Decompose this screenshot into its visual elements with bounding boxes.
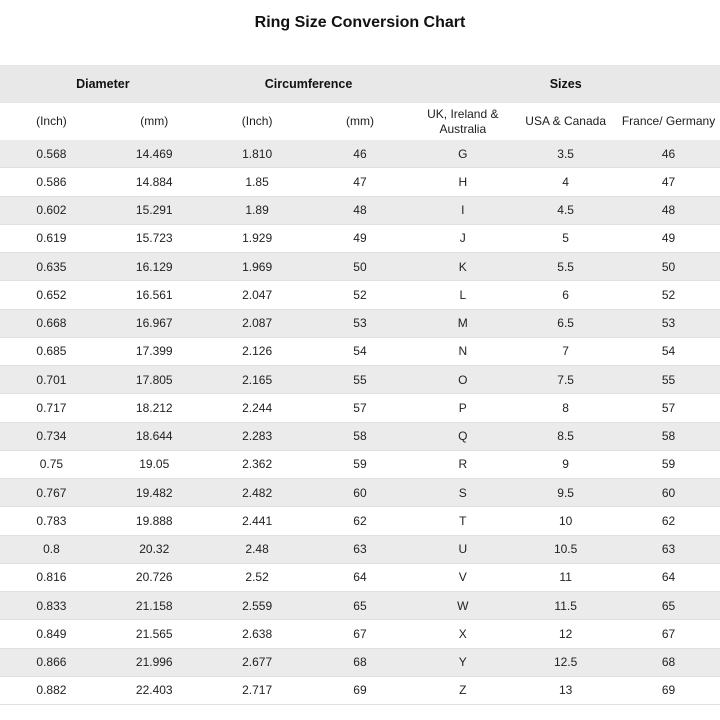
cell-size-france-germany: 55 — [617, 366, 720, 394]
cell-size-usa-canada: 9 — [514, 450, 617, 478]
table-row — [0, 196, 720, 224]
cell-size-usa-canada: 12.5 — [514, 648, 617, 676]
cell-size-usa-canada: 7 — [514, 337, 617, 365]
cell-circumference-inch: 2.283 — [206, 422, 309, 450]
cell-size-france-germany: 53 — [617, 309, 720, 337]
cell-circumference-mm: 62 — [309, 507, 412, 535]
cell-circumference-mm: 55 — [309, 366, 412, 394]
cell-size-france-germany: 47 — [617, 168, 720, 196]
cell-circumference-inch: 1.929 — [206, 224, 309, 252]
cell-circumference-mm: 52 — [309, 281, 412, 309]
cell-size-uk-ireland-australia: V — [411, 563, 514, 591]
cell-diameter-mm: 18.644 — [103, 422, 206, 450]
cell-size-usa-canada: 10 — [514, 507, 617, 535]
cell-diameter-mm: 19.05 — [103, 450, 206, 478]
cell-circumference-inch: 2.126 — [206, 337, 309, 365]
cell-size-france-germany: 57 — [617, 394, 720, 422]
cell-diameter-inch: 0.652 — [0, 281, 103, 309]
cell-size-uk-ireland-australia: N — [411, 337, 514, 365]
cell-size-france-germany: 46 — [617, 140, 720, 168]
cell-diameter-mm: 16.129 — [103, 253, 206, 281]
cell-size-usa-canada: 6.5 — [514, 309, 617, 337]
table-header — [0, 65, 720, 140]
cell-diameter-inch: 0.833 — [0, 592, 103, 620]
cell-size-france-germany: 54 — [617, 337, 720, 365]
cell-diameter-inch: 0.701 — [0, 366, 103, 394]
table-row — [0, 309, 720, 337]
cell-size-uk-ireland-australia: Q — [411, 422, 514, 450]
cell-circumference-mm: 65 — [309, 592, 412, 620]
cell-diameter-inch: 0.8 — [0, 535, 103, 563]
cell-diameter-inch: 0.586 — [0, 168, 103, 196]
cell-circumference-mm: 57 — [309, 394, 412, 422]
cell-circumference-mm: 53 — [309, 309, 412, 337]
cell-diameter-mm: 22.403 — [103, 676, 206, 704]
cell-size-usa-canada: 5 — [514, 224, 617, 252]
cell-diameter-inch: 0.619 — [0, 224, 103, 252]
table-row — [0, 168, 720, 196]
cell-circumference-inch: 2.559 — [206, 592, 309, 620]
table-row — [0, 224, 720, 252]
cell-circumference-inch: 2.48 — [206, 535, 309, 563]
cell-diameter-mm: 21.996 — [103, 648, 206, 676]
cell-circumference-inch: 2.482 — [206, 479, 309, 507]
cell-size-france-germany: 49 — [617, 224, 720, 252]
cell-diameter-inch: 0.783 — [0, 507, 103, 535]
column-group-diameter: Diameter — [0, 65, 206, 103]
cell-size-france-germany: 68 — [617, 648, 720, 676]
cell-size-usa-canada: 10.5 — [514, 535, 617, 563]
cell-size-france-germany: 64 — [617, 563, 720, 591]
cell-circumference-mm: 59 — [309, 450, 412, 478]
cell-size-usa-canada: 6 — [514, 281, 617, 309]
table-row — [0, 253, 720, 281]
cell-size-uk-ireland-australia: Z — [411, 676, 514, 704]
column-group-sizes: Sizes — [411, 65, 720, 103]
cell-size-uk-ireland-australia: U — [411, 535, 514, 563]
column-header-row — [0, 103, 720, 140]
table-row — [0, 535, 720, 563]
cell-size-france-germany: 60 — [617, 479, 720, 507]
cell-circumference-inch: 2.087 — [206, 309, 309, 337]
cell-circumference-inch: 1.89 — [206, 196, 309, 224]
table-row — [0, 366, 720, 394]
ring-size-conversion-table — [0, 65, 720, 705]
cell-diameter-mm: 15.291 — [103, 196, 206, 224]
cell-diameter-mm: 21.158 — [103, 592, 206, 620]
cell-size-france-germany: 50 — [617, 253, 720, 281]
cell-diameter-inch: 0.767 — [0, 479, 103, 507]
column-header-france-germany: France/ Germany — [617, 103, 720, 140]
cell-size-usa-canada: 9.5 — [514, 479, 617, 507]
cell-diameter-mm: 15.723 — [103, 224, 206, 252]
cell-size-uk-ireland-australia: G — [411, 140, 514, 168]
table-row — [0, 592, 720, 620]
cell-size-usa-canada: 4.5 — [514, 196, 617, 224]
cell-circumference-inch: 2.441 — [206, 507, 309, 535]
cell-size-france-germany: 58 — [617, 422, 720, 450]
cell-diameter-inch: 0.75 — [0, 450, 103, 478]
cell-diameter-mm: 20.726 — [103, 563, 206, 591]
cell-circumference-mm: 60 — [309, 479, 412, 507]
cell-size-uk-ireland-australia: Y — [411, 648, 514, 676]
cell-circumference-mm: 48 — [309, 196, 412, 224]
cell-size-france-germany: 69 — [617, 676, 720, 704]
cell-circumference-mm: 46 — [309, 140, 412, 168]
cell-circumference-inch: 2.244 — [206, 394, 309, 422]
table-row — [0, 422, 720, 450]
table-row — [0, 140, 720, 168]
table-row — [0, 450, 720, 478]
cell-diameter-mm: 21.565 — [103, 620, 206, 648]
cell-size-usa-canada: 8.5 — [514, 422, 617, 450]
cell-circumference-mm: 47 — [309, 168, 412, 196]
cell-circumference-inch: 1.85 — [206, 168, 309, 196]
cell-size-france-germany: 59 — [617, 450, 720, 478]
column-header-diameter-mm: (mm) — [103, 103, 206, 140]
column-group-circumference: Circumference — [206, 65, 412, 103]
cell-diameter-inch: 0.717 — [0, 394, 103, 422]
cell-diameter-mm: 17.399 — [103, 337, 206, 365]
cell-size-uk-ireland-australia: P — [411, 394, 514, 422]
cell-size-uk-ireland-australia: R — [411, 450, 514, 478]
cell-diameter-mm: 18.212 — [103, 394, 206, 422]
cell-diameter-inch: 0.816 — [0, 563, 103, 591]
cell-circumference-inch: 2.52 — [206, 563, 309, 591]
cell-circumference-inch: 1.810 — [206, 140, 309, 168]
cell-size-usa-canada: 7.5 — [514, 366, 617, 394]
cell-diameter-inch: 0.882 — [0, 676, 103, 704]
cell-diameter-mm: 19.888 — [103, 507, 206, 535]
table-row — [0, 507, 720, 535]
cell-size-usa-canada: 8 — [514, 394, 617, 422]
cell-circumference-mm: 68 — [309, 648, 412, 676]
cell-circumference-inch: 2.677 — [206, 648, 309, 676]
cell-circumference-mm: 54 — [309, 337, 412, 365]
column-header-circumference-inch: (Inch) — [206, 103, 309, 140]
cell-diameter-mm: 16.561 — [103, 281, 206, 309]
cell-size-france-germany: 52 — [617, 281, 720, 309]
cell-circumference-mm: 63 — [309, 535, 412, 563]
cell-circumference-inch: 2.362 — [206, 450, 309, 478]
cell-size-uk-ireland-australia: L — [411, 281, 514, 309]
cell-size-uk-ireland-australia: K — [411, 253, 514, 281]
page-title: Ring Size Conversion Chart — [254, 14, 466, 31]
cell-diameter-inch: 0.734 — [0, 422, 103, 450]
cell-size-france-germany: 62 — [617, 507, 720, 535]
cell-size-usa-canada: 11 — [514, 563, 617, 591]
column-header-usa-canada: USA & Canada — [514, 103, 617, 140]
table-body — [0, 140, 720, 705]
table-row — [0, 620, 720, 648]
cell-size-usa-canada: 3.5 — [514, 140, 617, 168]
cell-diameter-mm: 14.884 — [103, 168, 206, 196]
cell-circumference-mm: 58 — [309, 422, 412, 450]
cell-diameter-mm: 20.32 — [103, 535, 206, 563]
cell-size-uk-ireland-australia: S — [411, 479, 514, 507]
cell-circumference-inch: 2.047 — [206, 281, 309, 309]
cell-size-france-germany: 67 — [617, 620, 720, 648]
cell-diameter-mm: 17.805 — [103, 366, 206, 394]
cell-size-uk-ireland-australia: M — [411, 309, 514, 337]
cell-size-usa-canada: 12 — [514, 620, 617, 648]
column-header-circumference-mm: (mm) — [309, 103, 412, 140]
table-row — [0, 281, 720, 309]
table-row — [0, 563, 720, 591]
cell-circumference-inch: 1.969 — [206, 253, 309, 281]
cell-circumference-inch: 2.165 — [206, 366, 309, 394]
column-header-diameter-inch: (Inch) — [0, 103, 103, 140]
cell-size-uk-ireland-australia: O — [411, 366, 514, 394]
cell-diameter-inch: 0.568 — [0, 140, 103, 168]
cell-size-uk-ireland-australia: X — [411, 620, 514, 648]
column-group-row — [0, 65, 720, 103]
cell-size-usa-canada: 13 — [514, 676, 617, 704]
cell-circumference-mm: 69 — [309, 676, 412, 704]
cell-size-usa-canada: 5.5 — [514, 253, 617, 281]
cell-size-usa-canada: 4 — [514, 168, 617, 196]
cell-diameter-mm: 19.482 — [103, 479, 206, 507]
cell-size-usa-canada: 11.5 — [514, 592, 617, 620]
cell-size-uk-ireland-australia: T — [411, 507, 514, 535]
cell-size-france-germany: 65 — [617, 592, 720, 620]
cell-size-uk-ireland-australia: J — [411, 224, 514, 252]
cell-diameter-inch: 0.849 — [0, 620, 103, 648]
cell-size-uk-ireland-australia: I — [411, 196, 514, 224]
cell-diameter-inch: 0.635 — [0, 253, 103, 281]
table-row — [0, 676, 720, 704]
cell-size-france-germany: 63 — [617, 535, 720, 563]
cell-circumference-mm: 64 — [309, 563, 412, 591]
table-row — [0, 479, 720, 507]
cell-size-uk-ireland-australia: W — [411, 592, 514, 620]
cell-diameter-mm: 14.469 — [103, 140, 206, 168]
table-row — [0, 394, 720, 422]
cell-circumference-inch: 2.638 — [206, 620, 309, 648]
cell-diameter-inch: 0.668 — [0, 309, 103, 337]
cell-size-uk-ireland-australia: H — [411, 168, 514, 196]
cell-diameter-inch: 0.866 — [0, 648, 103, 676]
cell-diameter-mm: 16.967 — [103, 309, 206, 337]
column-header-uk-ireland-australia: UK, Ireland & Australia — [411, 103, 514, 140]
cell-size-france-germany: 48 — [617, 196, 720, 224]
cell-diameter-inch: 0.602 — [0, 196, 103, 224]
table-row — [0, 337, 720, 365]
cell-circumference-mm: 50 — [309, 253, 412, 281]
table-row — [0, 648, 720, 676]
cell-circumference-inch: 2.717 — [206, 676, 309, 704]
cell-circumference-mm: 67 — [309, 620, 412, 648]
cell-circumference-mm: 49 — [309, 224, 412, 252]
cell-diameter-inch: 0.685 — [0, 337, 103, 365]
